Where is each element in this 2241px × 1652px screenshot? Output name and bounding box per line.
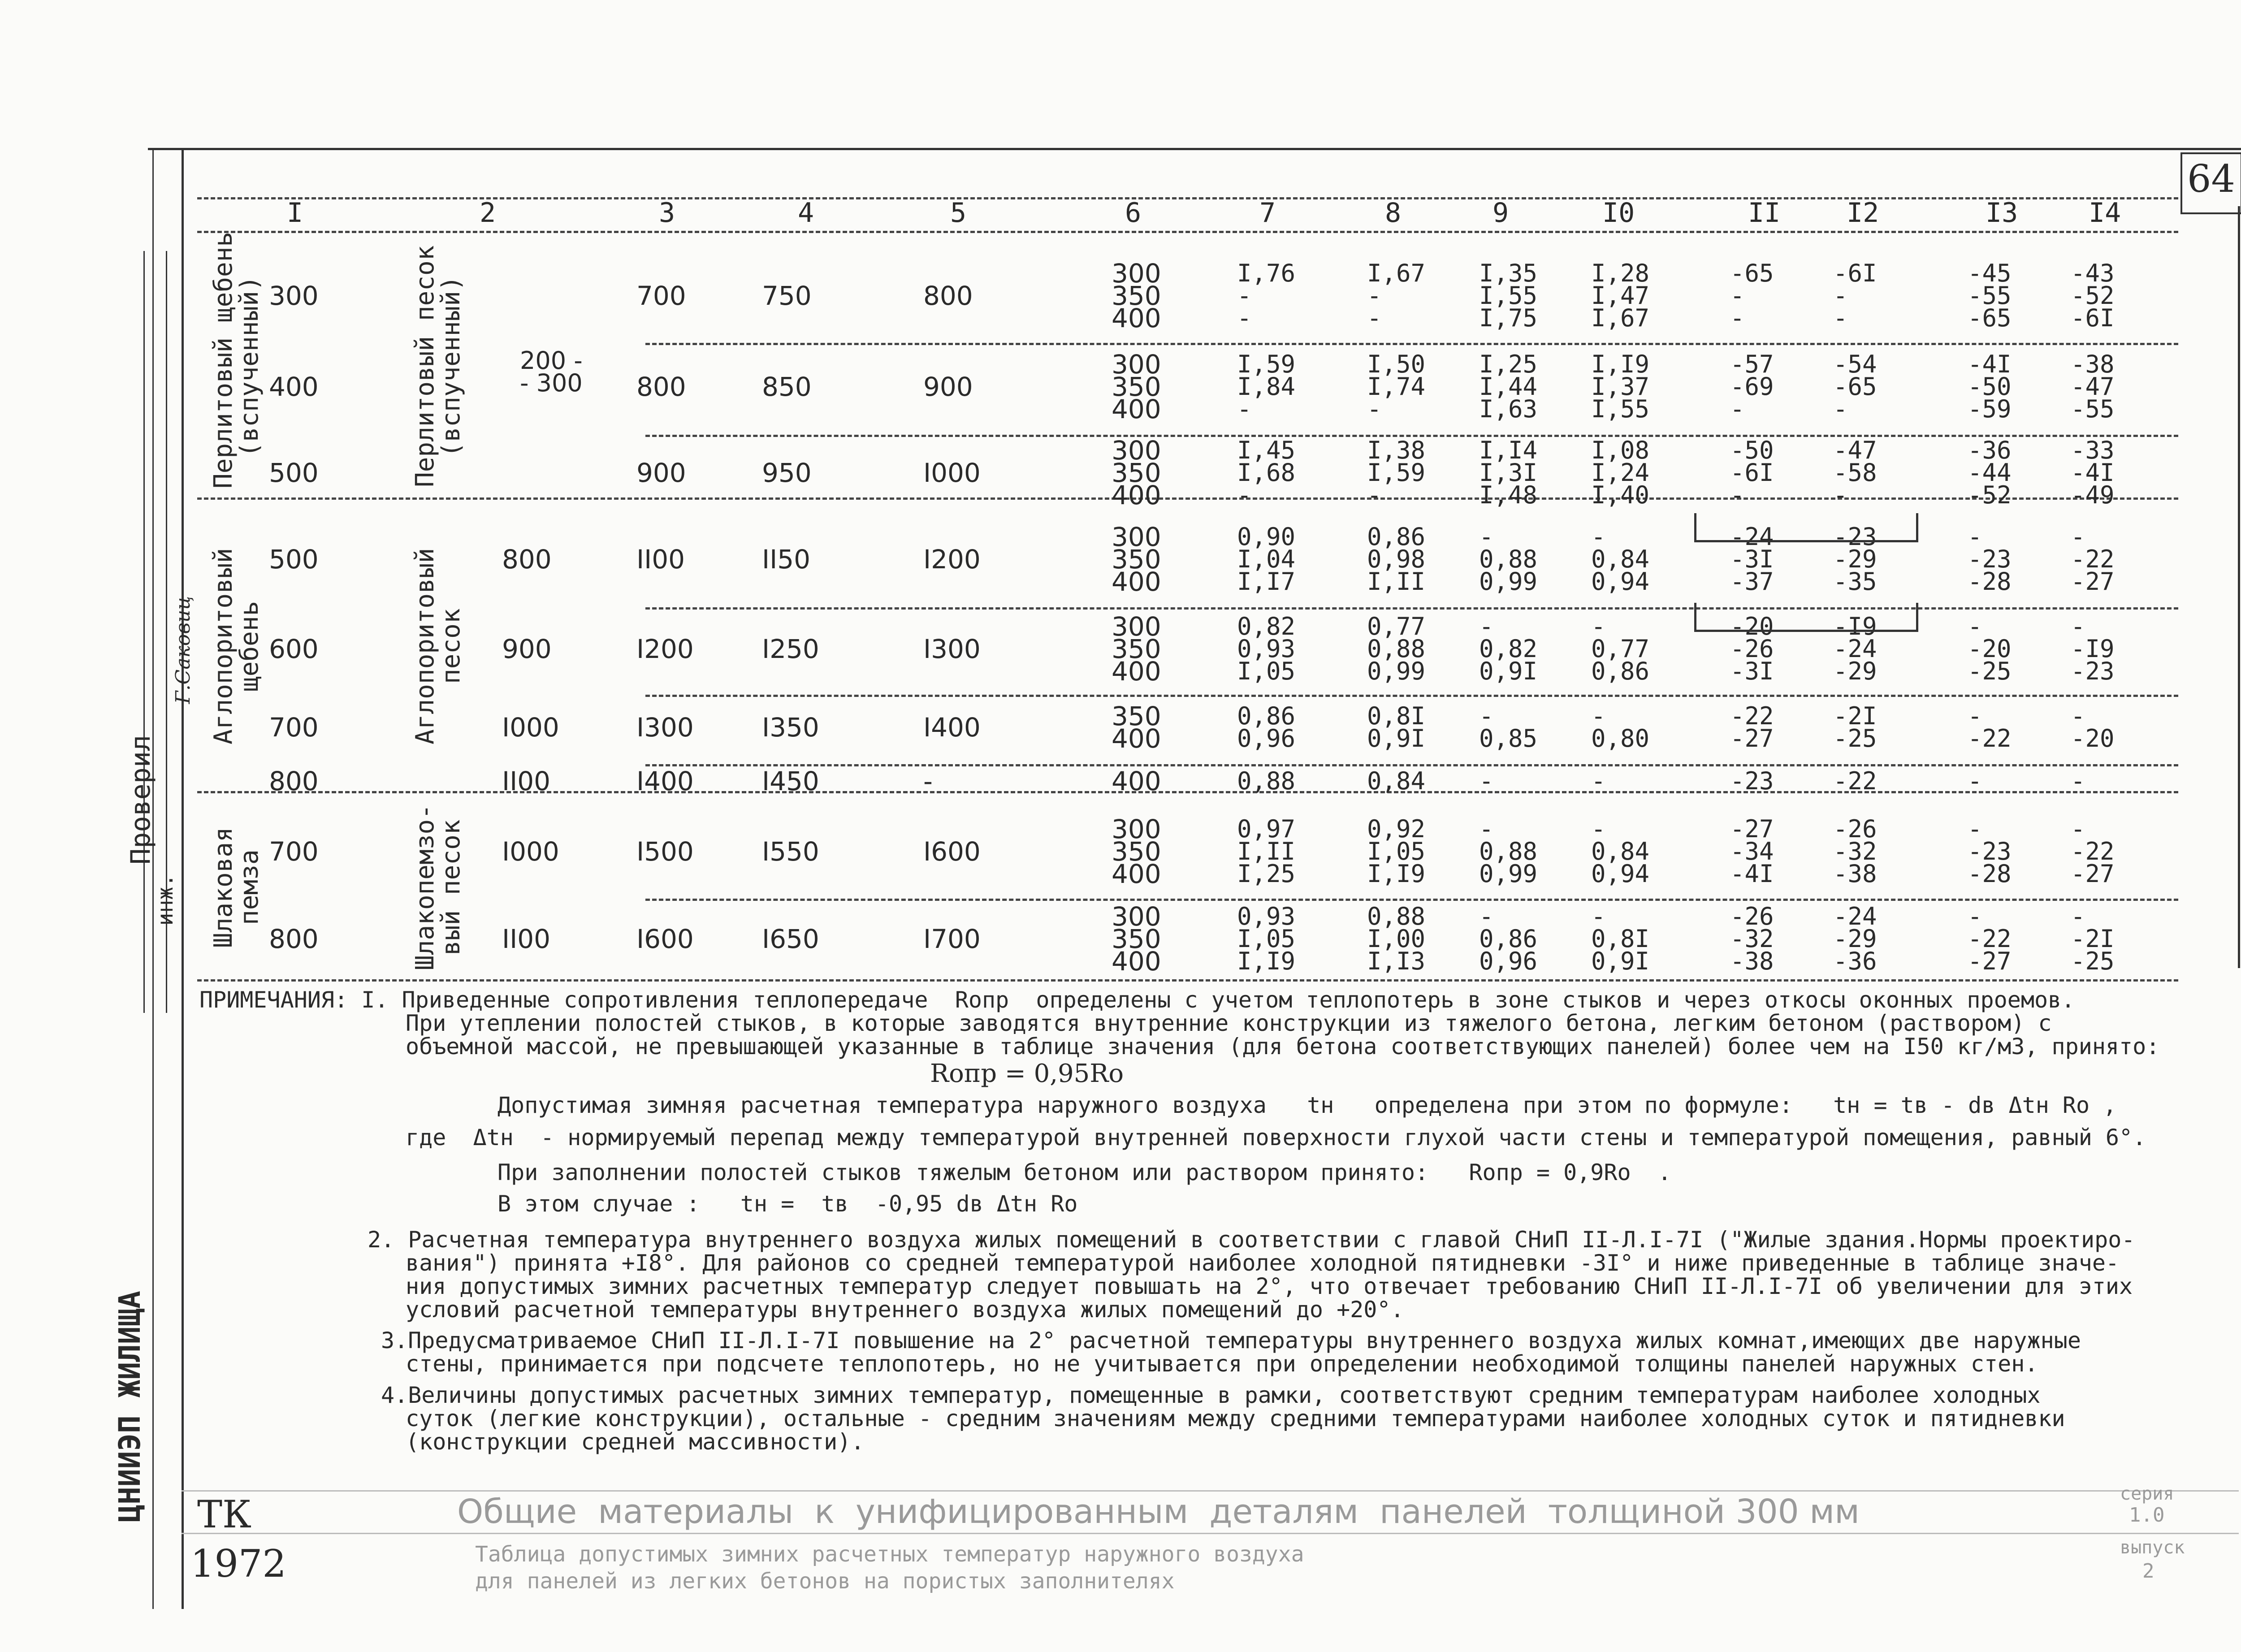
row-separator bbox=[645, 899, 2178, 901]
column-header-10: I0 bbox=[1602, 197, 1635, 229]
note-1-line-f: где Δtн - нормируемый перепад между температурой внутренней поверхности глухой части стены и температурой помещения, равный 6°. bbox=[406, 1124, 2146, 1150]
cell-c6: 400 bbox=[1112, 765, 1161, 796]
column-header-13: I3 bbox=[1986, 197, 2018, 229]
cell-c12: -54 -65 - bbox=[1833, 350, 1877, 423]
cell-c7: 0,86 0,96 bbox=[1237, 701, 1296, 752]
cell-c1: 600 bbox=[269, 633, 319, 664]
cell-c13: - -23 -28 bbox=[1968, 522, 2012, 596]
cell-c12: -47 -58 - bbox=[1833, 436, 1877, 509]
cell-c13: - -20 -25 bbox=[1968, 612, 2012, 685]
cell-c10: I,I9 I,37 I,55 bbox=[1591, 350, 1650, 423]
cell-c12: -I9 -24 -29 bbox=[1833, 612, 1877, 685]
cell-c12: -22 bbox=[1833, 766, 1877, 795]
stamp-name-signature: Г.Саковиц bbox=[172, 596, 195, 704]
group-1-sand: Перлитовый песок (вспученный) bbox=[411, 245, 466, 488]
cell-c6: 300 350 400 bbox=[1112, 258, 1161, 333]
cell-c8: I,38 I,59 - bbox=[1367, 436, 1426, 509]
cell-c11: -24 -3I -37 bbox=[1730, 522, 1774, 596]
cell-c7: 0,90 I,04 I,I7 bbox=[1237, 522, 1296, 596]
cell-c3: 700 bbox=[636, 281, 686, 311]
group-separator bbox=[197, 791, 2178, 793]
cell-c7: I,76 - - bbox=[1237, 259, 1296, 332]
cell-c1: 800 bbox=[269, 765, 319, 796]
cell-c4: I650 bbox=[762, 924, 819, 954]
cell-c14: - -I9 -23 bbox=[2071, 612, 2115, 685]
left-border bbox=[182, 148, 184, 1609]
group-2-aggregate: Аглопоритовый щебень bbox=[209, 548, 264, 744]
cell-c3: I500 bbox=[636, 836, 694, 867]
cell-c7: 0,82 0,93 I,05 bbox=[1237, 612, 1296, 685]
cell-c11: -65 - - bbox=[1730, 259, 1774, 332]
note-1-line-b: При утеплении полостей стыков, в которые заводятся внутренние конструкции из тяжелого бетона, легким бетоном (раствором) с bbox=[406, 1010, 2052, 1036]
cell-c1: 400 bbox=[269, 371, 319, 402]
stamp-year: 1972 bbox=[190, 1542, 286, 1586]
cell-c7: 0,97 I,II I,25 bbox=[1237, 815, 1296, 888]
cell-c11: -57 -69 - bbox=[1730, 350, 1774, 423]
subtitle-line-2: для панелей из легких бетонов на пористых заполнителях bbox=[475, 1569, 1175, 1594]
cell-c5: I600 bbox=[923, 836, 981, 867]
cell-c9: - 0,88 0,99 bbox=[1479, 522, 1538, 596]
column-header-7: 7 bbox=[1259, 197, 1276, 229]
cell-c9: - 0,82 0,9I bbox=[1479, 612, 1538, 685]
group-1-aggregate: Перлитовый щебень (вспученный) bbox=[209, 231, 264, 489]
cell-c2: 900 bbox=[502, 633, 552, 664]
note-1-line-h: В этом случае : tн = tв -0,95 dв Δtн Rо bbox=[498, 1191, 1078, 1217]
note-1-line-a: ПРИМЕЧАНИЯ: I. Приведенные сопротивления теплопередаче Rопр определены с учетом теплопотерь в зоне стыков и через откосы оконных проемов. bbox=[199, 987, 2075, 1013]
stamp-institute: ЦНИИЭП ЖИЛИЩА bbox=[112, 1291, 147, 1522]
stamp-checked-label: Проверил bbox=[125, 735, 156, 865]
cell-c3: I400 bbox=[636, 765, 694, 796]
cell-c14: - -20 bbox=[2071, 701, 2115, 752]
cell-c4: I250 bbox=[762, 633, 819, 664]
cell-c1: 300 bbox=[269, 281, 319, 311]
cell-c2: I000 bbox=[502, 712, 559, 743]
cell-c4: I350 bbox=[762, 712, 819, 743]
cell-c8: 0,8I 0,9I bbox=[1367, 701, 1426, 752]
framed-values-marker bbox=[1694, 603, 1918, 632]
cell-c12: -6I - - bbox=[1833, 259, 1877, 332]
cell-c8: 0,84 bbox=[1367, 766, 1426, 795]
cell-c10: I,08 I,24 I,40 bbox=[1591, 436, 1650, 509]
note-4-line-b: суток (легкие конструкции), остальные - средним значениям между средними температурами наиболее холодных суток и пятидневки bbox=[406, 1405, 2065, 1431]
cell-c6: 300 350 400 bbox=[1112, 435, 1161, 510]
cell-c3: I600 bbox=[636, 924, 694, 954]
row-separator bbox=[645, 695, 2178, 697]
cell-c13: - -22 bbox=[1968, 701, 2012, 752]
cell-c11: -20 -26 -3I bbox=[1730, 612, 1774, 685]
cell-c14: -43 -52 -6I bbox=[2071, 259, 2115, 332]
cell-c7: 0,88 bbox=[1237, 766, 1296, 795]
cell-c10: - 0,8I 0,9I bbox=[1591, 902, 1650, 975]
cell-c2: II00 bbox=[502, 924, 551, 954]
column-header-11: II bbox=[1748, 197, 1781, 229]
cell-c10: - 0,77 0,86 bbox=[1591, 612, 1650, 685]
column-header-6: 6 bbox=[1125, 197, 1142, 229]
cell-c14: - bbox=[2071, 766, 2085, 795]
cell-c8: 0,92 I,05 I,I9 bbox=[1367, 815, 1426, 888]
cell-c9: - 0,86 0,96 bbox=[1479, 902, 1538, 975]
header-bottom-rule bbox=[197, 231, 2178, 233]
group-separator bbox=[197, 979, 2178, 982]
cell-c13: -36 -44 -52 bbox=[1968, 436, 2012, 509]
cell-c5: I400 bbox=[923, 712, 981, 743]
cell-c6: 300 350 400 bbox=[1112, 901, 1161, 977]
cell-c4: I450 bbox=[762, 765, 819, 796]
column-header-12: I2 bbox=[1847, 197, 1879, 229]
cell-c2: II00 bbox=[502, 765, 551, 796]
cell-c3: 900 bbox=[636, 458, 686, 488]
cell-c8: I,50 I,74 - bbox=[1367, 350, 1426, 423]
cell-c12: -26 -32 -38 bbox=[1833, 815, 1877, 888]
column-header-4: 4 bbox=[798, 197, 814, 229]
cell-c5: - bbox=[923, 765, 933, 796]
cell-c4: 950 bbox=[762, 458, 812, 488]
cell-c9: I,I4 I,3I I,48 bbox=[1479, 436, 1538, 509]
title-line: Общие материалы к унифицированным деталям панелей толщиной 300 мм bbox=[457, 1492, 1860, 1531]
cell-c14: - -2I -25 bbox=[2071, 902, 2115, 975]
cell-c13: - -22 -27 bbox=[1968, 902, 2012, 975]
cell-c8: 0,86 0,98 I,II bbox=[1367, 522, 1426, 596]
top-border bbox=[148, 148, 2241, 150]
note-1-line-g: При заполнении полостей стыков тяжелым бетоном или раствором принято: Rопр = 0,9Rо . bbox=[498, 1159, 1671, 1185]
row-separator bbox=[645, 607, 2178, 610]
cell-c1: 800 bbox=[269, 924, 319, 954]
cell-c11: -22 -27 bbox=[1730, 701, 1774, 752]
cell-c14: -38 -47 -55 bbox=[2071, 350, 2115, 423]
note-3-line-a: 3.Предусматриваемое СНиП II-Л.I-7I повышение на 2° расчетной температуры внутреннего воздуха жилых комнат,имеющих две наружные bbox=[381, 1328, 2081, 1354]
column-header-8: 8 bbox=[1385, 197, 1402, 229]
note-3-line-b: стены, принимается при подсчете теплопотерь, но не учитывается при определении необходимой толщины панелей наружных стен. bbox=[406, 1351, 2038, 1377]
cell-c3: II00 bbox=[636, 544, 685, 575]
row-separator bbox=[645, 764, 2178, 766]
cell-c8: 0,77 0,88 0,99 bbox=[1367, 612, 1426, 685]
cell-c6: 300 350 400 bbox=[1112, 349, 1161, 424]
framed-values-marker bbox=[1694, 513, 1918, 542]
column-header-2: 2 bbox=[480, 197, 496, 229]
cell-c2: I000 bbox=[502, 836, 559, 867]
note-1-line-c: объемной массой, не превышающей указанные в таблице значения (для бетона соответствующих панелей) более чем на I50 кг/м3, принято: bbox=[406, 1034, 2160, 1060]
cell-c10: - bbox=[1591, 766, 1606, 795]
group-1-sand-density-range: 200 - - 300 bbox=[520, 346, 583, 397]
cell-c10: - 0,84 0,94 bbox=[1591, 815, 1650, 888]
note-4-line-a: 4.Величины допустимых расчетных зимних температур, помещенные в рамки, соответствуют средним температурам наиболее холодных bbox=[381, 1382, 2041, 1408]
cell-c7: I,59 I,84 - bbox=[1237, 350, 1296, 423]
row-separator bbox=[645, 343, 2178, 345]
cell-c9: I,25 I,44 I,63 bbox=[1479, 350, 1538, 423]
cell-c4: II50 bbox=[762, 544, 811, 575]
stamp-tk: ТК bbox=[197, 1492, 252, 1536]
cell-c5: I200 bbox=[923, 544, 981, 575]
cell-c4: I550 bbox=[762, 836, 819, 867]
cell-c4: 750 bbox=[762, 281, 812, 311]
cell-c10: - 0,80 bbox=[1591, 701, 1650, 752]
column-header-14: I4 bbox=[2089, 197, 2121, 229]
cell-c9: - 0,88 0,99 bbox=[1479, 815, 1538, 888]
cell-c4: 850 bbox=[762, 371, 812, 402]
cell-c11: -50 -6I - bbox=[1730, 436, 1774, 509]
column-header-1: I bbox=[287, 197, 303, 229]
note-1-formula-1: Rопр = 0,95Rо bbox=[930, 1059, 1124, 1088]
cell-c5: I700 bbox=[923, 924, 981, 954]
cell-c1: 700 bbox=[269, 836, 319, 867]
cell-c1: 500 bbox=[269, 544, 319, 575]
note-2-line-b: вания") принята +I8°. Для районов со средней температурой наиболее холодной пятидневки -3I° и ниже приведенные в таблице значе- bbox=[406, 1250, 2120, 1276]
cell-c6: 300 350 400 bbox=[1112, 814, 1161, 889]
cell-c6: 300 350 400 bbox=[1112, 521, 1161, 597]
cell-c2: 800 bbox=[502, 544, 552, 575]
title-block-top bbox=[182, 1490, 2239, 1492]
right-border bbox=[2238, 206, 2240, 968]
cell-c11: -26 -32 -38 bbox=[1730, 902, 1774, 975]
group-2-sand: Аглопоритовый песок bbox=[411, 548, 466, 744]
series-value: 1.0 bbox=[2129, 1504, 2165, 1527]
subtitle-line-1: Таблица допустимых зимних расчетных температур наружного воздуха bbox=[475, 1542, 1304, 1567]
series-label: серия bbox=[2120, 1483, 2174, 1504]
cell-c7: 0,93 I,05 I,I9 bbox=[1237, 902, 1296, 975]
note-2-line-a: 2. Расчетная температура внутреннего воздуха жилых помещений в соответствии с главой СНиП II-Л.I-7I ("Жилые здания.Нормы проектиро- bbox=[368, 1227, 2135, 1253]
group-3-sand: Шлакопемзо- вый песок bbox=[411, 804, 466, 970]
cell-c14: - -22 -27 bbox=[2071, 815, 2115, 888]
cell-c13: - bbox=[1968, 766, 1982, 795]
cell-c12: -24 -29 -36 bbox=[1833, 902, 1877, 975]
cell-c14: -33 -4I -49 bbox=[2071, 436, 2115, 509]
column-header-3: 3 bbox=[659, 197, 675, 229]
cell-c5: I000 bbox=[923, 458, 981, 488]
column-header-9: 9 bbox=[1493, 197, 1509, 229]
cell-c3: I200 bbox=[636, 633, 694, 664]
cell-c12: -23 -29 -35 bbox=[1833, 522, 1877, 596]
cell-c14: - -22 -27 bbox=[2071, 522, 2115, 596]
cell-c7: I,45 I,68 - bbox=[1237, 436, 1296, 509]
sheet-value: 2 bbox=[2142, 1560, 2154, 1583]
sheet-label: выпуск bbox=[2120, 1537, 2185, 1558]
cell-c8: I,67 - - bbox=[1367, 259, 1426, 332]
cell-c13: -4I -50 -59 bbox=[1968, 350, 2012, 423]
group-3-aggregate: Шлаковая пемза bbox=[209, 827, 264, 948]
page-number: 64 bbox=[2187, 157, 2235, 201]
cell-c3: 800 bbox=[636, 371, 686, 402]
cell-c5: 900 bbox=[923, 371, 973, 402]
cell-c12: -2I -25 bbox=[1833, 701, 1877, 752]
cell-c9: - bbox=[1479, 766, 1494, 795]
stamp-strip-line-1 bbox=[143, 251, 145, 1013]
note-2-line-c: ния допустимых зимних расчетных температур следует повышать на 2°, что отвечает требованию СНиП II-Л.I-7I об увеличении для этих bbox=[406, 1273, 2133, 1299]
cell-c3: I300 bbox=[636, 712, 694, 743]
title-block-mid bbox=[182, 1533, 2239, 1534]
cell-c10: I,28 I,47 I,67 bbox=[1591, 259, 1650, 332]
cell-c9: I,35 I,55 I,75 bbox=[1479, 259, 1538, 332]
cell-c10: - 0,84 0,94 bbox=[1591, 522, 1650, 596]
column-header-5: 5 bbox=[950, 197, 967, 229]
cell-c6: 350 400 bbox=[1112, 701, 1161, 754]
cell-c6: 300 350 400 bbox=[1112, 611, 1161, 687]
cell-c8: 0,88 I,00 I,I3 bbox=[1367, 902, 1426, 975]
cell-c13: - -23 -28 bbox=[1968, 815, 2012, 888]
note-1-line-e: Допустимая зимняя расчетная температура наружного воздуха tн определена при этом по формуле: tн = tв - dв Δtн Rо , bbox=[498, 1092, 2117, 1118]
cell-c9: - 0,85 bbox=[1479, 701, 1538, 752]
cell-c11: -23 bbox=[1730, 766, 1774, 795]
note-4-line-c: (конструкции средней массивности). bbox=[406, 1429, 865, 1455]
cell-c13: -45 -55 -65 bbox=[1968, 259, 2012, 332]
note-2-line-d: условий расчетной температуры внутреннего воздуха жилых помещений до +20°. bbox=[406, 1297, 1404, 1323]
group-separator bbox=[197, 497, 2178, 500]
cell-c1: 500 bbox=[269, 458, 319, 488]
stamp-role: инж. bbox=[153, 874, 178, 926]
cell-c11: -27 -34 -4I bbox=[1730, 815, 1774, 888]
cell-c1: 700 bbox=[269, 712, 319, 743]
cell-c5: I300 bbox=[923, 633, 981, 664]
cell-c5: 800 bbox=[923, 281, 973, 311]
